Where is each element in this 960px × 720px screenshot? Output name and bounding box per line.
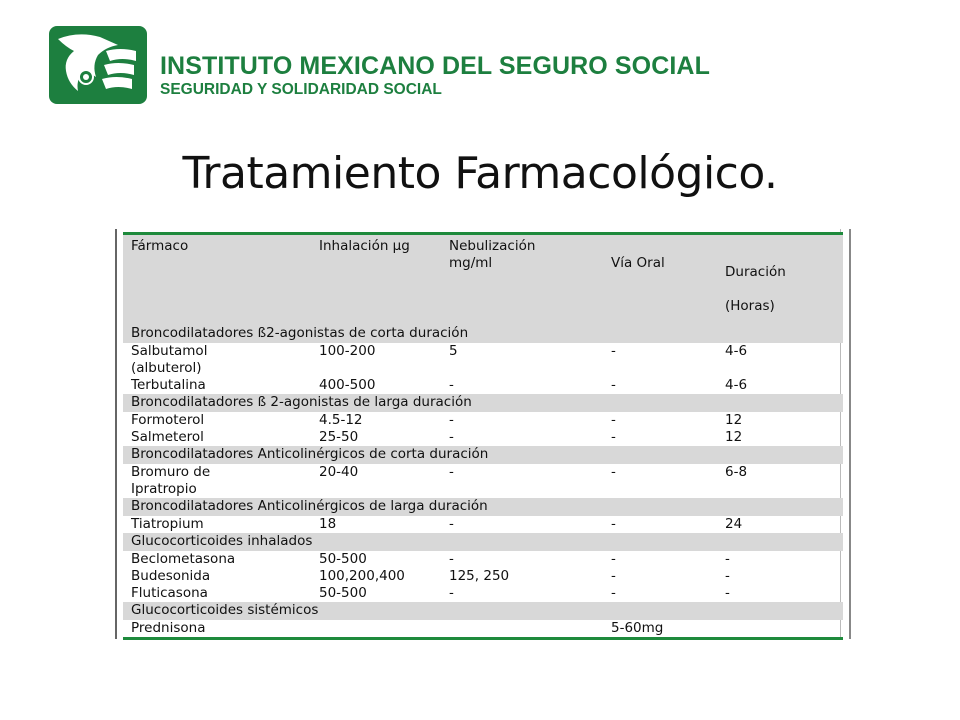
category-label: Broncodilatadores Anticolinérgicos de larga duración xyxy=(123,498,843,516)
table-row xyxy=(123,412,843,429)
slide-title: Tratamiento Farmacológico. xyxy=(182,148,778,199)
cell-inhalacion: 50-500 xyxy=(319,551,367,567)
cell-inhalacion: 50-500 xyxy=(319,585,367,601)
table-row xyxy=(123,429,843,446)
table-row xyxy=(123,551,843,568)
cell-inhalacion: 25-50 xyxy=(319,429,359,445)
cell-via-oral: 5-60mg xyxy=(603,620,717,639)
table-row xyxy=(123,585,843,602)
cell-farmaco: Formoterol xyxy=(131,412,205,428)
table-row xyxy=(123,620,843,639)
column-header-farmaco: Fármaco xyxy=(123,234,311,326)
logo-block xyxy=(48,25,788,109)
table-row xyxy=(123,516,843,533)
cell-duracion: 6-8 xyxy=(725,464,748,480)
table-row xyxy=(123,377,843,394)
cell-nebulizacion: - xyxy=(449,429,454,445)
cell-via-oral: - xyxy=(611,343,616,359)
cell-duracion: - xyxy=(725,568,730,584)
cell-via-oral: - xyxy=(611,551,616,567)
cell-duracion xyxy=(717,620,843,639)
table-body xyxy=(123,325,843,639)
cell-duracion: 12 xyxy=(725,429,743,445)
cell-via-oral: - xyxy=(611,412,616,428)
cell-inhalacion: 400-500 xyxy=(319,377,376,393)
cell-nebulizacion: - xyxy=(449,585,454,601)
cell-inhalacion: 20-40 xyxy=(319,464,359,480)
category-label: Broncodilatadores ß 2-agonistas de larga duración xyxy=(123,394,843,412)
cell-farmaco: Beclometasona xyxy=(131,551,236,567)
table-row xyxy=(123,568,843,585)
cell-duracion: 12 xyxy=(725,412,743,428)
cell-farmaco: Terbutalina xyxy=(131,377,206,393)
cell-nebulizacion: 5 xyxy=(449,343,458,359)
cell-via-oral: - xyxy=(611,464,616,480)
imss-eagle-emblem-icon xyxy=(48,25,148,105)
column-header-duracion: Duración (Horas) xyxy=(717,234,843,326)
category-row xyxy=(123,446,843,464)
cell-nebulizacion: - xyxy=(449,551,454,567)
table-frame xyxy=(115,229,851,639)
cell-nebulizacion: - xyxy=(449,464,454,480)
cell-farmaco: Bromuro de Ipratropio xyxy=(131,464,211,497)
cell-farmaco: Fluticasona xyxy=(131,585,208,601)
cell-nebulizacion: - xyxy=(449,377,454,393)
org-name: INSTITUTO MEXICANO DEL SEGURO SOCIAL xyxy=(160,52,710,80)
cell-nebulizacion: - xyxy=(449,412,454,428)
frame-right-edge xyxy=(849,229,851,639)
cell-farmaco: Tiatropium xyxy=(131,516,204,532)
cell-nebulizacion: 125, 250 xyxy=(449,568,510,584)
cell-nebulizacion xyxy=(441,620,603,639)
category-label: Glucocorticoides sistémicos xyxy=(123,602,843,620)
cell-via-oral: - xyxy=(611,516,616,532)
table-row xyxy=(123,343,843,377)
category-label: Broncodilatadores Anticolinérgicos de corta duración xyxy=(123,446,843,464)
category-row xyxy=(123,533,843,551)
cell-via-oral: - xyxy=(611,377,616,393)
cell-duracion: 24 xyxy=(725,516,743,532)
column-header-via-oral: Vía Oral xyxy=(603,234,717,326)
category-row xyxy=(123,394,843,412)
cell-farmaco: Budesonida xyxy=(131,568,211,584)
cell-via-oral: - xyxy=(611,429,616,445)
table-header-row xyxy=(123,234,843,326)
cell-via-oral: - xyxy=(611,585,616,601)
column-header-nebulizacion: Nebulización mg/ml xyxy=(441,234,603,326)
cell-nebulizacion: - xyxy=(449,516,454,532)
cell-inhalacion: 100-200 xyxy=(319,343,376,359)
category-row xyxy=(123,602,843,620)
category-row xyxy=(123,498,843,516)
cell-inhalacion: 18 xyxy=(319,516,337,532)
cell-duracion: - xyxy=(725,585,730,601)
org-tagline: SEGURIDAD Y SOLIDARIDAD SOCIAL xyxy=(160,81,442,98)
frame-left-edge xyxy=(115,229,117,639)
cell-duracion: 4-6 xyxy=(725,377,748,393)
column-header-inhalacion: Inhalación µg xyxy=(311,234,441,326)
category-label: Broncodilatadores ß2-agonistas de corta duración xyxy=(123,325,843,343)
category-row xyxy=(123,325,843,343)
cell-farmaco: Prednisona xyxy=(123,620,311,639)
cell-inhalacion: 4.5-12 xyxy=(319,412,363,428)
cell-farmaco: Salbutamol (albuterol) xyxy=(131,343,208,376)
cell-inhalacion xyxy=(311,620,441,639)
cell-duracion: 4-6 xyxy=(725,343,748,359)
drug-table xyxy=(123,232,843,640)
cell-duracion: - xyxy=(725,551,730,567)
table-row xyxy=(123,464,843,498)
cell-via-oral: - xyxy=(611,568,616,584)
category-label: Glucocorticoides inhalados xyxy=(123,533,843,551)
cell-farmaco: Salmeterol xyxy=(131,429,204,445)
cell-inhalacion: 100,200,400 xyxy=(319,568,405,584)
